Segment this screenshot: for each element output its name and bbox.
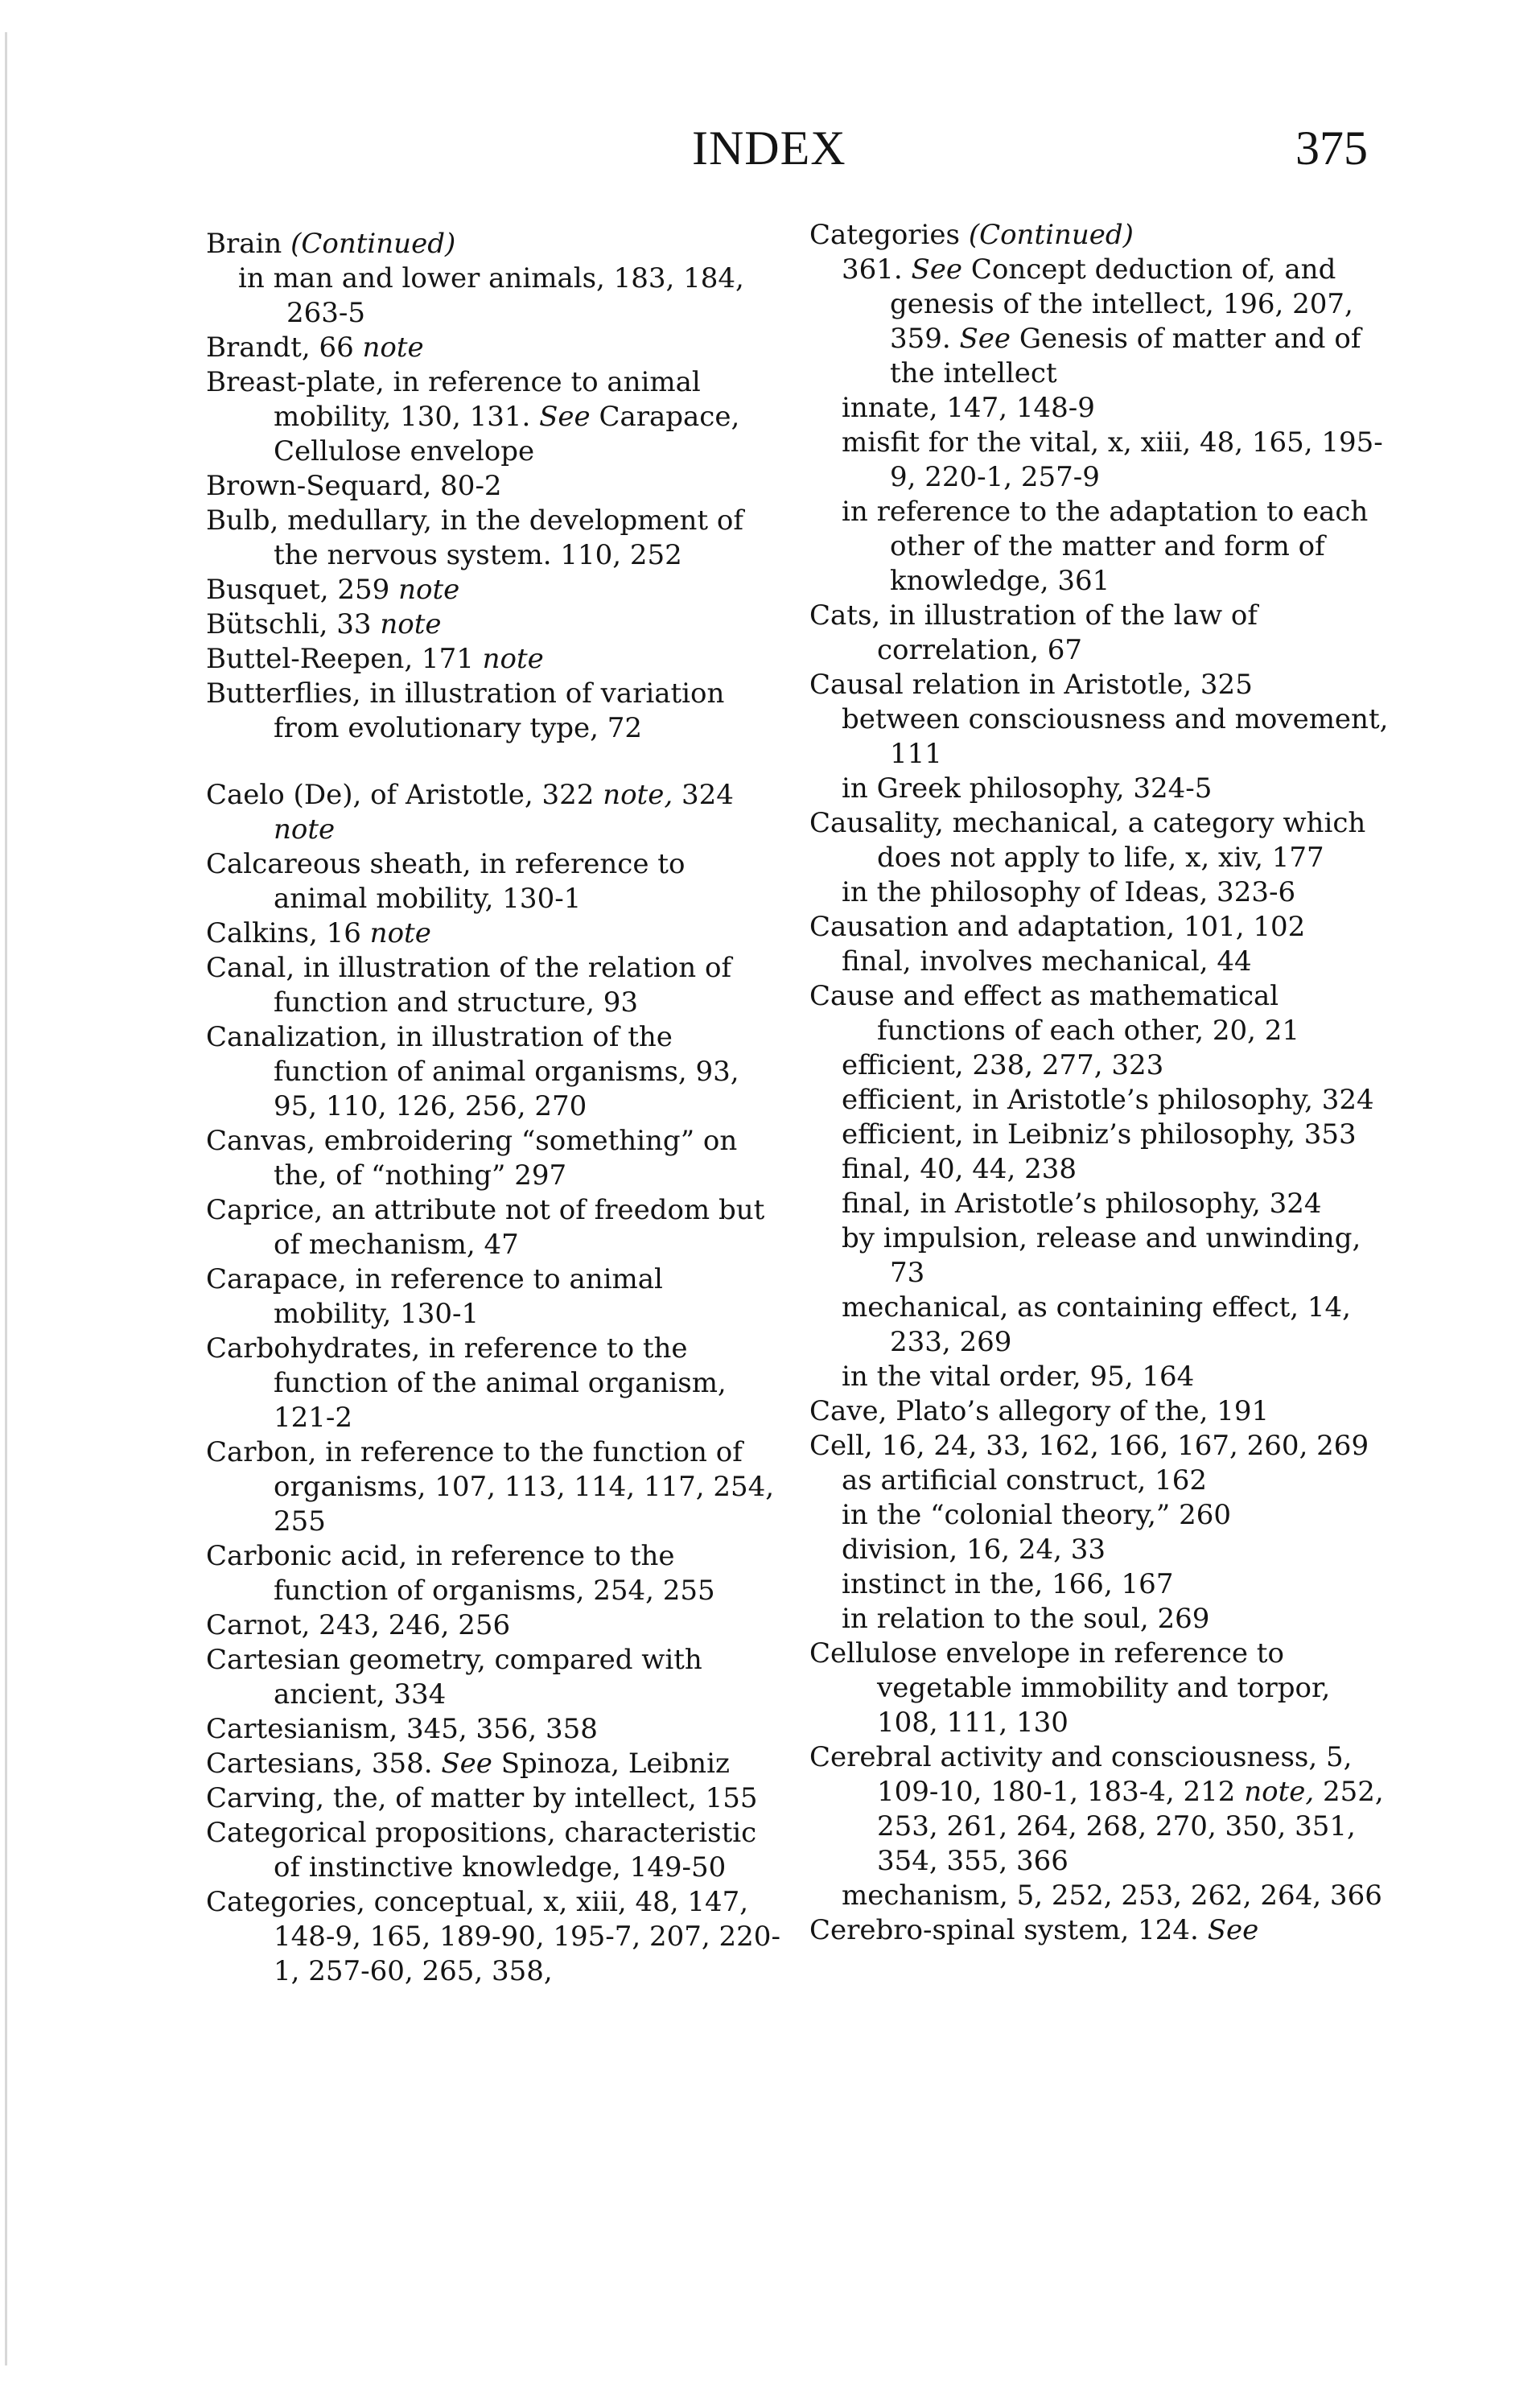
entry-text: Categories, conceptual, x, xiii, 48, 147, 148-9, 165, 189-90, 195-7, 207, 220-1, 257-60, 265, 358, [206,1886,780,1987]
index-entry [206,573,785,607]
italic-text: note [362,331,424,364]
page-header [0,121,1540,193]
index-entry [809,1913,1389,1948]
index-entry [206,1712,785,1747]
index-subentry [809,1498,1389,1533]
index-entry [206,1435,785,1539]
entry-text: efficient, in Leibniz’s philosophy, 353 [842,1118,1357,1151]
entry-text: 252, 253, 261, 264, 268, 270, 350, 351, 354, 355, 366 [877,1776,1384,1877]
entry-text: Brandt, 66 [206,331,363,364]
entry-text: Breast-plate, in reference to animal mobility, 130, 131. [206,366,701,433]
entry-text: Cartesians, 358. [206,1748,442,1780]
entry-text: efficient, 238, 277, 323 [842,1049,1164,1081]
index-entry [206,1020,785,1124]
entry-text: Causal relation in Aristotle, 325 [809,669,1253,701]
entry-text: in the vital order, 95, 164 [842,1361,1195,1393]
entry-text: 361. [842,253,912,286]
index-entry [206,847,785,916]
entry-text: in the “colonial theory,” 260 [842,1499,1232,1531]
italic-text: See [911,253,963,286]
page-number: 375 [1295,121,1368,175]
index-entry [809,1429,1389,1464]
index-entry [206,1124,785,1193]
index-entry [206,1608,785,1643]
index-entry [809,1637,1389,1740]
italic-text: note [482,643,544,675]
index-column-left [206,227,785,1989]
letter-group-gap [206,746,785,778]
entry-text: Brown-Sequard, 80-2 [206,470,502,502]
index-entry [809,979,1389,1048]
entry-text: mechanism, 5, 252, 253, 262, 264, 366 [842,1880,1382,1912]
index-entry [206,227,785,261]
index-subentry [809,945,1389,979]
entry-text: Causality, mechanical, a category which does not apply to life, x, xiv, 177 [809,807,1366,874]
entry-text: Brain [206,228,291,260]
index-subentry [809,1221,1389,1291]
entry-text: Butterflies, in illustration of variation from evolutionary type, 72 [206,677,725,744]
entry-text: instinct in the, 166, 167 [842,1568,1174,1600]
entry-text: 324 [673,779,734,811]
entry-text: Cartesianism, 345, 356, 358 [206,1713,598,1745]
index-entry [809,218,1389,253]
italic-text: note [380,608,442,640]
entry-text: as artificial construct, 162 [842,1464,1208,1497]
italic-text: See [1207,1914,1259,1946]
entry-text: Concept deduction of, and genesis of the intellect, 196, 207, 359. [890,253,1353,355]
entry-text: Carapace, in reference to animal mobility, 130-1 [206,1263,663,1330]
entry-text: in man and lower animals, 183, 184, 263-5 [238,262,744,329]
index-subentry [809,1118,1389,1152]
index-column-right [809,218,1389,1948]
italic-text: note [274,813,336,846]
index-entry [206,331,785,365]
italic-text: See [441,1748,492,1780]
entry-text: in reference to the adaptation to each other of the matter and form of knowledge, 361 [842,496,1369,597]
entry-text: Carapace, Cellulose envelope [274,401,740,467]
italic-text: note, [1244,1776,1315,1808]
entry-text: Cerebro-spinal system, 124. [809,1914,1208,1946]
index-subentry [809,253,1389,391]
index-subentry [809,1291,1389,1360]
entry-text: Buttel-Reepen, 171 [206,643,483,675]
entry-text: in the philosophy of Ideas, 323-6 [842,876,1296,908]
index-subentry [809,875,1389,910]
index-entry [206,469,785,504]
italic-text: (Continued) [968,219,1134,251]
index-entry [206,1643,785,1712]
entry-text: Caelo (De), of Aristotle, 322 [206,779,603,811]
index-entry [206,1332,785,1435]
index-entry [206,365,785,469]
entry-text: in Greek philosophy, 324-5 [842,772,1213,805]
entry-text: Causation and adaptation, 101, 102 [809,911,1306,943]
entry-text: division, 16, 24, 33 [842,1534,1106,1566]
entry-text: Cellulose envelope in reference to vegetable immobility and torpor, 108, 111, 130 [809,1637,1331,1739]
index-subentry [809,702,1389,772]
entry-text: Carbonic acid, in reference to the function of organisms, 254, 255 [206,1540,715,1607]
index-entry [206,1781,785,1816]
entry-text: Canal, in illustration of the relation of function and structure, 93 [206,952,732,1019]
entry-text: Carbohydrates, in reference to the function of the animal organism, 121-2 [206,1332,727,1434]
index-subentry [809,1083,1389,1118]
entry-text: mechanical, as containing effect, 14, 233, 269 [842,1291,1351,1358]
index-entry [206,1193,785,1262]
entry-text: Cerebral activity and consciousness, 5, 109-10, 180-1, 183-4, 212 [809,1741,1353,1808]
entry-text: Bütschli, 33 [206,608,381,640]
index-subentry [809,1360,1389,1394]
entry-text: misfit for the vital, x, xiii, 48, 165, 195-9, 220-1, 257-9 [842,426,1383,493]
index-subentry [809,391,1389,426]
index-entry [206,642,785,677]
index-entry [206,1262,785,1332]
italic-text: note [369,917,431,949]
entry-text: Busquet, 259 [206,574,399,606]
entry-text: Carbon, in reference to the function of organisms, 107, 113, 114, 117, 254, 255 [206,1436,775,1538]
entry-text: Carving, the, of matter by intellect, 155 [206,1782,758,1814]
entry-text: Caprice, an attribute not of freedom but of mechanism, 47 [206,1194,765,1261]
entry-text: in relation to the soul, 269 [842,1603,1210,1635]
italic-text: note, [603,779,673,811]
index-entry [206,951,785,1020]
entry-text: final, 40, 44, 238 [842,1153,1077,1185]
entry-text: Cats, in illustration of the law of correlation, 67 [809,599,1258,666]
entry-text: Carnot, 243, 246, 256 [206,1609,511,1641]
index-entry [206,916,785,951]
index-subentry [809,1533,1389,1567]
entry-text: Calcareous sheath, in reference to animal mobility, 130-1 [206,848,686,915]
index-entry [206,677,785,746]
entry-text: innate, 147, 148-9 [842,392,1095,424]
index-subentry [809,426,1389,495]
index-subentry [809,1567,1389,1602]
index-entry [809,910,1389,945]
index-subentry [206,261,785,331]
italic-text: See [539,401,591,433]
page-title: INDEX [692,121,846,175]
index-subentry [809,1602,1389,1637]
index-entry [206,504,785,573]
entry-text: Cave, Plato’s allegory of the, 191 [809,1395,1270,1427]
index-subentry [809,772,1389,806]
index-entry [206,1885,785,1989]
index-entry [809,806,1389,875]
entry-text: Cell, 16, 24, 33, 162, 166, 167, 260, 269 [809,1430,1369,1462]
index-subentry [809,1048,1389,1083]
entry-text: Canvas, embroidering “something” on the, of “nothing” 297 [206,1125,738,1192]
index-entry [206,607,785,642]
entry-text: Cause and effect as mathematical functions of each other, 20, 21 [809,980,1300,1047]
italic-text: note [398,574,460,606]
entry-text: final, in Aristotle’s philosophy, 324 [842,1188,1322,1220]
entry-text: by impulsion, release and unwinding, 73 [842,1222,1361,1289]
entry-text: Genesis of matter and of the intellect [890,323,1361,389]
page-edge-shadow [5,32,7,2365]
index-subentry [809,495,1389,599]
entry-text: Cartesian geometry, compared with ancient, 334 [206,1644,702,1711]
index-entry [206,1539,785,1608]
entry-text: Calkins, 16 [206,917,370,949]
index-entry [809,1394,1389,1429]
entry-text: Bulb, medullary, in the development of the nervous system. 110, 252 [206,504,743,571]
index-entry [809,1740,1389,1879]
entry-text: Categorical propositions, characteristic of instinctive knowledge, 149-50 [206,1817,757,1884]
index-subentry [809,1879,1389,1913]
index-subentry [809,1187,1389,1221]
index-entry [809,668,1389,702]
entry-text: efficient, in Aristotle’s philosophy, 324 [842,1084,1374,1116]
entry-text: final, involves mechanical, 44 [842,945,1252,978]
index-entry [206,1747,785,1781]
entry-text: between consciousness and movement, 111 [842,703,1389,770]
index-subentry [809,1152,1389,1187]
entry-text: Spinoza, Leibniz [492,1748,730,1780]
italic-text: (Continued) [290,228,456,260]
entry-text: Canalization, in illustration of the function of animal organisms, 93, 95, 110, 126, 256, 270 [206,1021,739,1122]
index-entry [809,599,1389,668]
italic-text: See [959,323,1011,355]
index-entry [206,1816,785,1885]
entry-text: Categories [809,219,969,251]
index-entry [206,778,785,847]
index-subentry [809,1464,1389,1498]
